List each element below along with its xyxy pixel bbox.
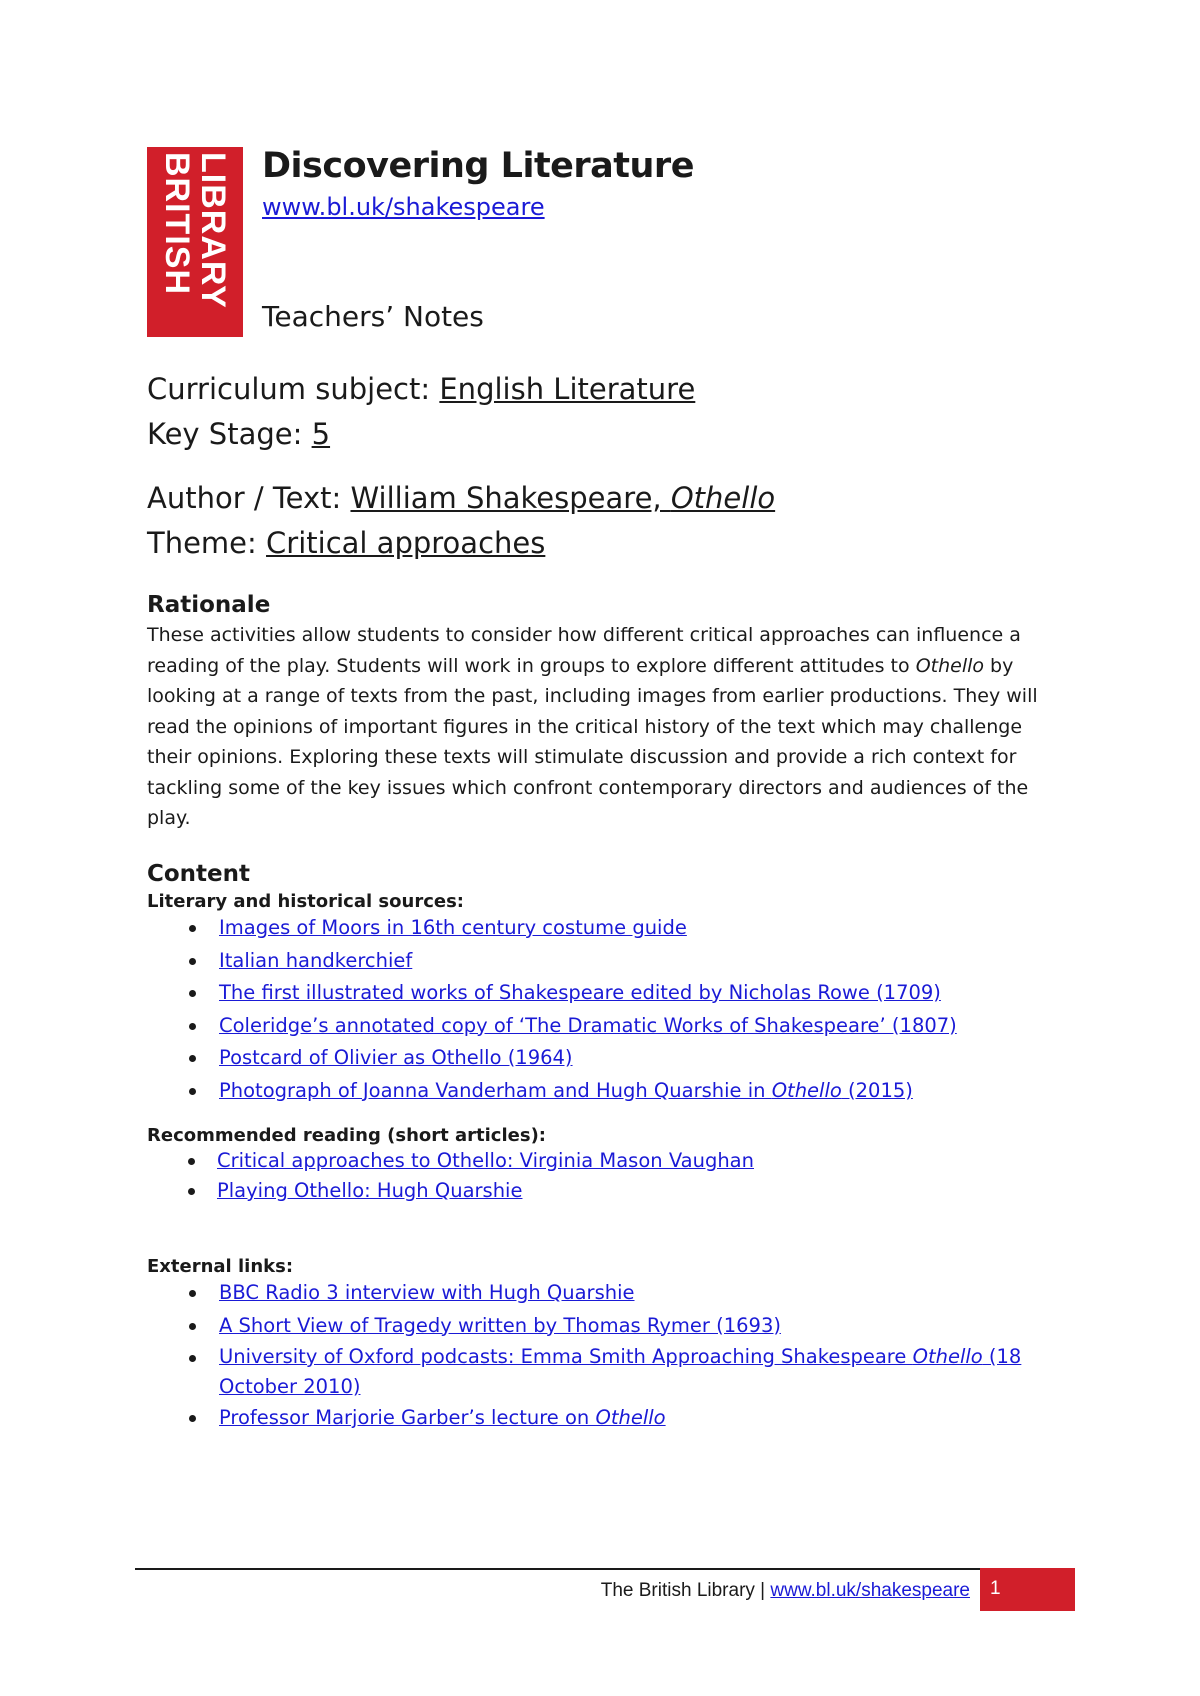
list-item	[147, 1176, 1067, 1206]
external-link[interactable]: BBC Radio 3 interview with Hugh Quarshie	[219, 1281, 635, 1304]
reading-link[interactable]: Critical approaches to Othello: Virginia Mason Vaughan	[217, 1149, 754, 1172]
external-list	[147, 1277, 1047, 1435]
list-item	[147, 1277, 1047, 1310]
author-text	[147, 481, 775, 515]
theme-label: Theme:	[147, 526, 267, 560]
rationale-heading: Rationale	[147, 592, 271, 618]
external-link-text: University of Oxford podcasts: Emma Smith Approaching Shakespeare	[219, 1345, 913, 1368]
subject-value: English Literature	[439, 372, 696, 406]
content-heading: Content	[147, 861, 251, 887]
source-link-italic: Othello	[771, 1078, 842, 1102]
stage-value: 5	[311, 417, 331, 451]
author-work: Othello	[670, 481, 776, 515]
page-number-box	[980, 1568, 1075, 1611]
logo-line-library: LIBRARY	[194, 152, 232, 309]
reading-heading: Recommended reading (short articles):	[147, 1125, 546, 1146]
source-link[interactable]	[219, 1079, 913, 1102]
list-item	[147, 912, 1067, 945]
source-link[interactable]: The first illustrated works of Shakespeare edited by Nicholas Rowe (1709)	[219, 981, 941, 1004]
footer-org: The British Library |	[600, 1580, 771, 1601]
sources-heading: Literary and historical sources:	[147, 891, 464, 912]
list-item	[147, 945, 1067, 978]
external-link[interactable]	[219, 1406, 666, 1429]
subject-label: Curriculum subject:	[147, 372, 440, 406]
rationale-text	[147, 620, 1067, 834]
source-link-text: Photograph of Joanna Vanderham and Hugh Quarshie in	[219, 1078, 772, 1102]
list-item	[147, 1146, 1067, 1176]
source-link[interactable]: Italian handkerchief	[219, 948, 413, 972]
list-item	[147, 1342, 1047, 1402]
source-link[interactable]: Coleridge’s annotated copy of ‘The Dramatic Works of Shakespeare’ (1807)	[219, 1013, 957, 1037]
rationale-section	[147, 592, 1067, 834]
list-item	[147, 1010, 1067, 1043]
source-link-suffix: (2015)	[841, 1078, 913, 1102]
list-item	[147, 1310, 1047, 1343]
list-item	[147, 1042, 1067, 1075]
logo-wordmark	[159, 152, 231, 332]
source-link[interactable]: Postcard of Olivier as Othello (1964)	[219, 1046, 573, 1069]
stage-label: Key Stage:	[147, 417, 312, 451]
list-item	[147, 1402, 1047, 1435]
rationale-text-italic: Othello	[915, 654, 985, 677]
theme	[147, 526, 545, 560]
source-link[interactable]: Images of Moors in 16th century costume guide	[219, 916, 687, 939]
external-link-text: Professor Marjorie Garber’s lecture on	[219, 1406, 596, 1429]
rationale-text-part-1: These activities allow students to consider how different critical approaches can influence a reading of the play. Students will work in groups to explore different attitudes to	[147, 624, 1021, 677]
list-item	[147, 977, 1067, 1010]
footer-divider	[135, 1568, 1075, 1570]
reading-link[interactable]: Playing Othello: Hugh Quarshie	[217, 1179, 523, 1202]
sources-list	[147, 912, 1067, 1107]
document-type: Teachers’ Notes	[262, 300, 484, 333]
external-link[interactable]	[219, 1345, 1021, 1398]
external-heading: External links:	[147, 1256, 294, 1277]
content-section	[147, 861, 1067, 1435]
rationale-text-part-2: by looking at a range of texts from the past, including images from earlier productions. They will read the opinions of important figures in the critical history of the text which may challenge their opinions. Exploring these texts will stimulate discussion and provide a rich context for tackling some of the key issues which confront contemporary directors and audiences of the play.	[147, 654, 1038, 829]
footer-text	[601, 1580, 970, 1602]
external-link-italic: Othello	[595, 1406, 666, 1429]
external-link[interactable]: A Short View of Tragedy written by Thomas Rymer (1693)	[219, 1313, 781, 1337]
key-stage	[147, 417, 330, 451]
page-title: Discovering Literature	[262, 146, 694, 186]
logo-line-british: BRITISH	[158, 152, 196, 295]
external-link-suffix: (18 October 2010)	[219, 1345, 1022, 1398]
curriculum-subject	[147, 372, 695, 406]
page-number: 1	[990, 1578, 1001, 1599]
author-value	[350, 481, 775, 515]
header-link[interactable]: www.bl.uk/shakespeare	[262, 193, 545, 221]
theme-value: Critical approaches	[266, 526, 546, 560]
author-name: William Shakespeare,	[350, 481, 671, 515]
british-library-logo	[147, 147, 243, 337]
list-item	[147, 1075, 1067, 1108]
footer-link[interactable]: www.bl.uk/shakespeare	[770, 1580, 970, 1601]
external-link-italic: Othello	[912, 1345, 983, 1368]
reading-list	[147, 1146, 1067, 1206]
author-label: Author / Text:	[147, 481, 351, 515]
